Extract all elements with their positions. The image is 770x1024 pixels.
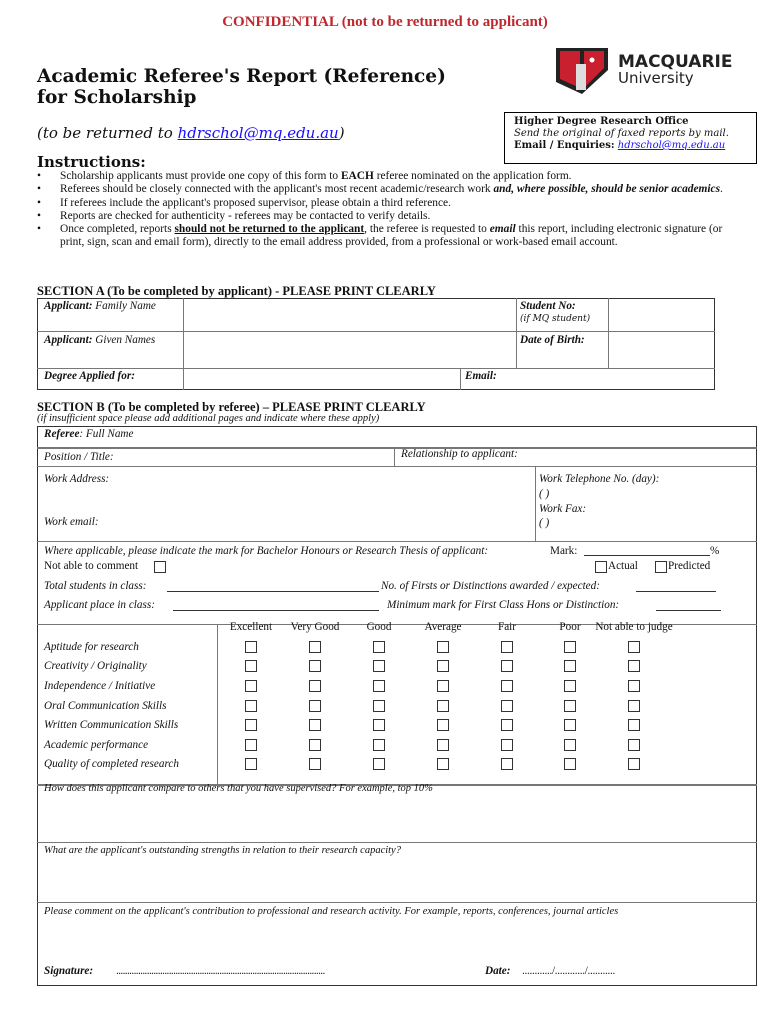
rating-checkbox[interactable] [437, 680, 449, 692]
instruction-item: • Once completed, reports should not be returned to the applicant, the referee is requested to email this report, including electronic signature (or print, sign, scan and email form), directly to the email address provided, from a professional or work-based email account. [37, 223, 737, 250]
instruction-item: • Referees should be closely connected with the applicant's most recent academic/research work and, where possible, should be senior academics. [37, 183, 737, 196]
family-name-input[interactable] [184, 299, 515, 330]
contribution-answer[interactable] [38, 922, 756, 960]
dob-input[interactable] [609, 332, 714, 367]
student-no-input[interactable] [609, 299, 714, 330]
macquarie-logo [556, 48, 608, 98]
rating-header: Excellent [229, 621, 273, 633]
position-label: Position / Title: [44, 451, 114, 463]
rating-checkbox[interactable] [628, 719, 640, 731]
office-email-label: Email / Enquiries: [514, 140, 615, 151]
rating-checkbox[interactable] [437, 641, 449, 653]
rating-checkbox[interactable] [628, 758, 640, 770]
predicted-label: Predicted [668, 560, 711, 572]
rating-checkbox[interactable] [501, 680, 513, 692]
strengths-answer[interactable] [38, 860, 756, 901]
rating-checkbox[interactable] [501, 700, 513, 712]
place-label: Applicant place in class: [44, 599, 155, 611]
degree-input[interactable] [184, 369, 459, 389]
rating-checkbox[interactable] [628, 700, 640, 712]
work-fax-parens[interactable]: ( ) [539, 517, 550, 529]
signature-field[interactable]: ............................................................................................... [116, 965, 325, 977]
rating-checkbox[interactable] [309, 739, 321, 751]
mark-input[interactable] [584, 547, 710, 556]
percent-sign: % [710, 545, 720, 557]
rating-checkbox[interactable] [309, 758, 321, 770]
logo-text-university: University [618, 69, 694, 87]
confidential-notice: CONFIDENTIAL (not to be returned to applicant) [222, 14, 548, 30]
compare-question: How does this applicant compare to others that you have supervised? For example, top 10% [44, 783, 433, 794]
criterion-label: Independence / Initiative [44, 680, 156, 692]
rating-checkbox[interactable] [309, 641, 321, 653]
office-note: Send the original of faxed reports by mail. [514, 128, 729, 139]
return-prefix: (to be returned to [37, 124, 178, 142]
referee-name-label: Referee: Full Name [44, 428, 134, 440]
contribution-question: Please comment on the applicant's contribution to professional and research activity. For example, reports, conferences, journal articles [44, 906, 619, 917]
work-email-label: Work email: [44, 516, 99, 528]
compare-answer[interactable] [38, 800, 756, 841]
given-names-input[interactable] [184, 332, 515, 367]
office-box [504, 112, 757, 164]
min-mark-input[interactable] [656, 601, 721, 611]
logo-text-macquarie: MACQUARIE [618, 52, 733, 72]
date-field[interactable]: ............/............/........... [522, 965, 616, 977]
rating-checkbox[interactable] [373, 758, 385, 770]
work-fax-label: Work Fax: [539, 503, 587, 515]
rating-checkbox[interactable] [373, 700, 385, 712]
actual-label: Actual [608, 560, 638, 572]
rating-checkbox[interactable] [309, 700, 321, 712]
rating-checkbox[interactable] [437, 758, 449, 770]
rating-checkbox[interactable] [501, 719, 513, 731]
rating-checkbox[interactable] [628, 739, 640, 751]
place-input[interactable] [173, 601, 379, 611]
date-label: Date: [485, 965, 511, 977]
student-no-label: Student No: [520, 300, 576, 312]
rating-checkbox[interactable] [245, 758, 257, 770]
rating-checkbox[interactable] [501, 758, 513, 770]
section-b-subtitle: (if insufficient space please add additional pages and indicate where these apply) [37, 413, 380, 424]
work-phone-parens[interactable]: ( ) [539, 488, 550, 500]
page-title: Academic Referee's Report (Reference) for Scholarship [37, 66, 446, 108]
relationship-label: Relationship to applicant: [401, 448, 518, 460]
return-suffix: ) [338, 124, 345, 142]
office-name: Higher Degree Research Office [514, 116, 689, 127]
rating-checkbox[interactable] [437, 719, 449, 731]
not-able-checkbox[interactable] [154, 561, 166, 573]
strengths-question: What are the applicant's outstanding strengths in relation to their research capacity? [44, 845, 401, 856]
rating-checkbox[interactable] [245, 700, 257, 712]
rating-checkbox[interactable] [245, 660, 257, 672]
rating-header: Poor [559, 621, 581, 633]
mark-label: Mark: [550, 545, 578, 557]
return-email-link[interactable]: hdrschol@mq.edu.au [177, 124, 339, 142]
rating-header: Not able to judge [595, 621, 673, 633]
rating-checkbox[interactable] [564, 641, 576, 653]
section-b-title: SECTION B (To be completed by referee) – PLEASE PRINT CLEARLY [37, 400, 426, 414]
rating-header: Very Good [290, 621, 340, 633]
rating-checkbox[interactable] [245, 719, 257, 731]
total-students-label: Total students in class: [44, 580, 147, 592]
criterion-label: Oral Communication Skills [44, 700, 167, 712]
rating-checkbox[interactable] [628, 641, 640, 653]
rating-checkbox[interactable] [628, 680, 640, 692]
rating-checkbox[interactable] [245, 641, 257, 653]
rating-checkbox[interactable] [309, 719, 321, 731]
given-names-label: Applicant: Given Names [44, 334, 156, 346]
dob-label: Date of Birth: [520, 334, 585, 346]
rating-checkbox[interactable] [564, 719, 576, 731]
rating-header: Average [424, 621, 462, 633]
rating-checkbox[interactable] [437, 739, 449, 751]
degree-label: Degree Applied for: [44, 370, 135, 382]
rating-checkbox[interactable] [437, 700, 449, 712]
rating-checkbox[interactable] [628, 660, 640, 672]
student-no-note: (if MQ student) [520, 314, 591, 324]
criterion-label: Creativity / Originality [44, 660, 147, 672]
family-name-label: Applicant: Family Name [44, 300, 156, 312]
rating-checkbox[interactable] [564, 700, 576, 712]
actual-checkbox[interactable] [595, 561, 607, 573]
rating-checkbox[interactable] [437, 660, 449, 672]
rating-checkbox[interactable] [373, 641, 385, 653]
firsts-input[interactable] [636, 582, 716, 592]
criterion-label: Quality of completed research [44, 758, 179, 770]
instructions-list [37, 170, 737, 250]
criterion-label: Aptitude for research [44, 641, 139, 653]
criterion-label: Written Communication Skills [44, 719, 179, 731]
signature-label: Signature: [44, 965, 94, 977]
rating-checkbox[interactable] [309, 680, 321, 692]
rating-checkbox[interactable] [501, 739, 513, 751]
office-email-link[interactable]: hdrschol@mq.edu.au [617, 140, 726, 151]
work-phone-label: Work Telephone No. (day): [539, 473, 660, 485]
rating-checkbox[interactable] [564, 680, 576, 692]
rating-checkbox[interactable] [373, 660, 385, 672]
criterion-label: Academic performance [44, 739, 149, 751]
shield-logo-icon [556, 48, 608, 94]
rating-checkbox[interactable] [245, 680, 257, 692]
rating-header: Fair [497, 621, 517, 633]
rating-checkbox[interactable] [501, 660, 513, 672]
rating-checkbox[interactable] [373, 680, 385, 692]
rating-checkbox[interactable] [373, 719, 385, 731]
not-able-label: Not able to comment [44, 560, 139, 572]
email-label: Email: [465, 370, 497, 382]
mark-prompt: Where applicable, please indicate the mark for Bachelor Honours or Research Thesis of applicant: [44, 545, 489, 557]
instruction-item: • If referees include the applicant's proposed supervisor, please obtain a third reference. [37, 197, 737, 210]
rating-checkbox[interactable] [564, 758, 576, 770]
section-a-title: SECTION A (To be completed by applicant) - PLEASE PRINT CLEARLY [37, 284, 436, 298]
firsts-label: No. of Firsts or Distinctions awarded / expected: [381, 580, 600, 592]
min-mark-label: Minimum mark for First Class Hons or Distinction: [387, 599, 620, 611]
rating-checkbox[interactable] [309, 660, 321, 672]
rating-checkbox[interactable] [501, 641, 513, 653]
rating-checkbox[interactable] [245, 739, 257, 751]
predicted-checkbox[interactable] [655, 561, 667, 573]
email-input[interactable] [510, 369, 714, 389]
total-students-input[interactable] [167, 582, 379, 592]
rating-header: Good [366, 621, 392, 633]
return-note [37, 124, 345, 142]
instruction-item: • Reports are checked for authenticity - referees may be contacted to verify details. [37, 210, 737, 223]
rating-checkbox[interactable] [564, 739, 576, 751]
instruction-item: • Scholarship applicants must provide one copy of this form to EACH referee nominated on the application form. [37, 170, 737, 183]
rating-checkbox[interactable] [373, 739, 385, 751]
instructions-heading: Instructions: [37, 153, 146, 171]
rating-checkbox[interactable] [564, 660, 576, 672]
work-address-label: Work Address: [44, 473, 110, 485]
